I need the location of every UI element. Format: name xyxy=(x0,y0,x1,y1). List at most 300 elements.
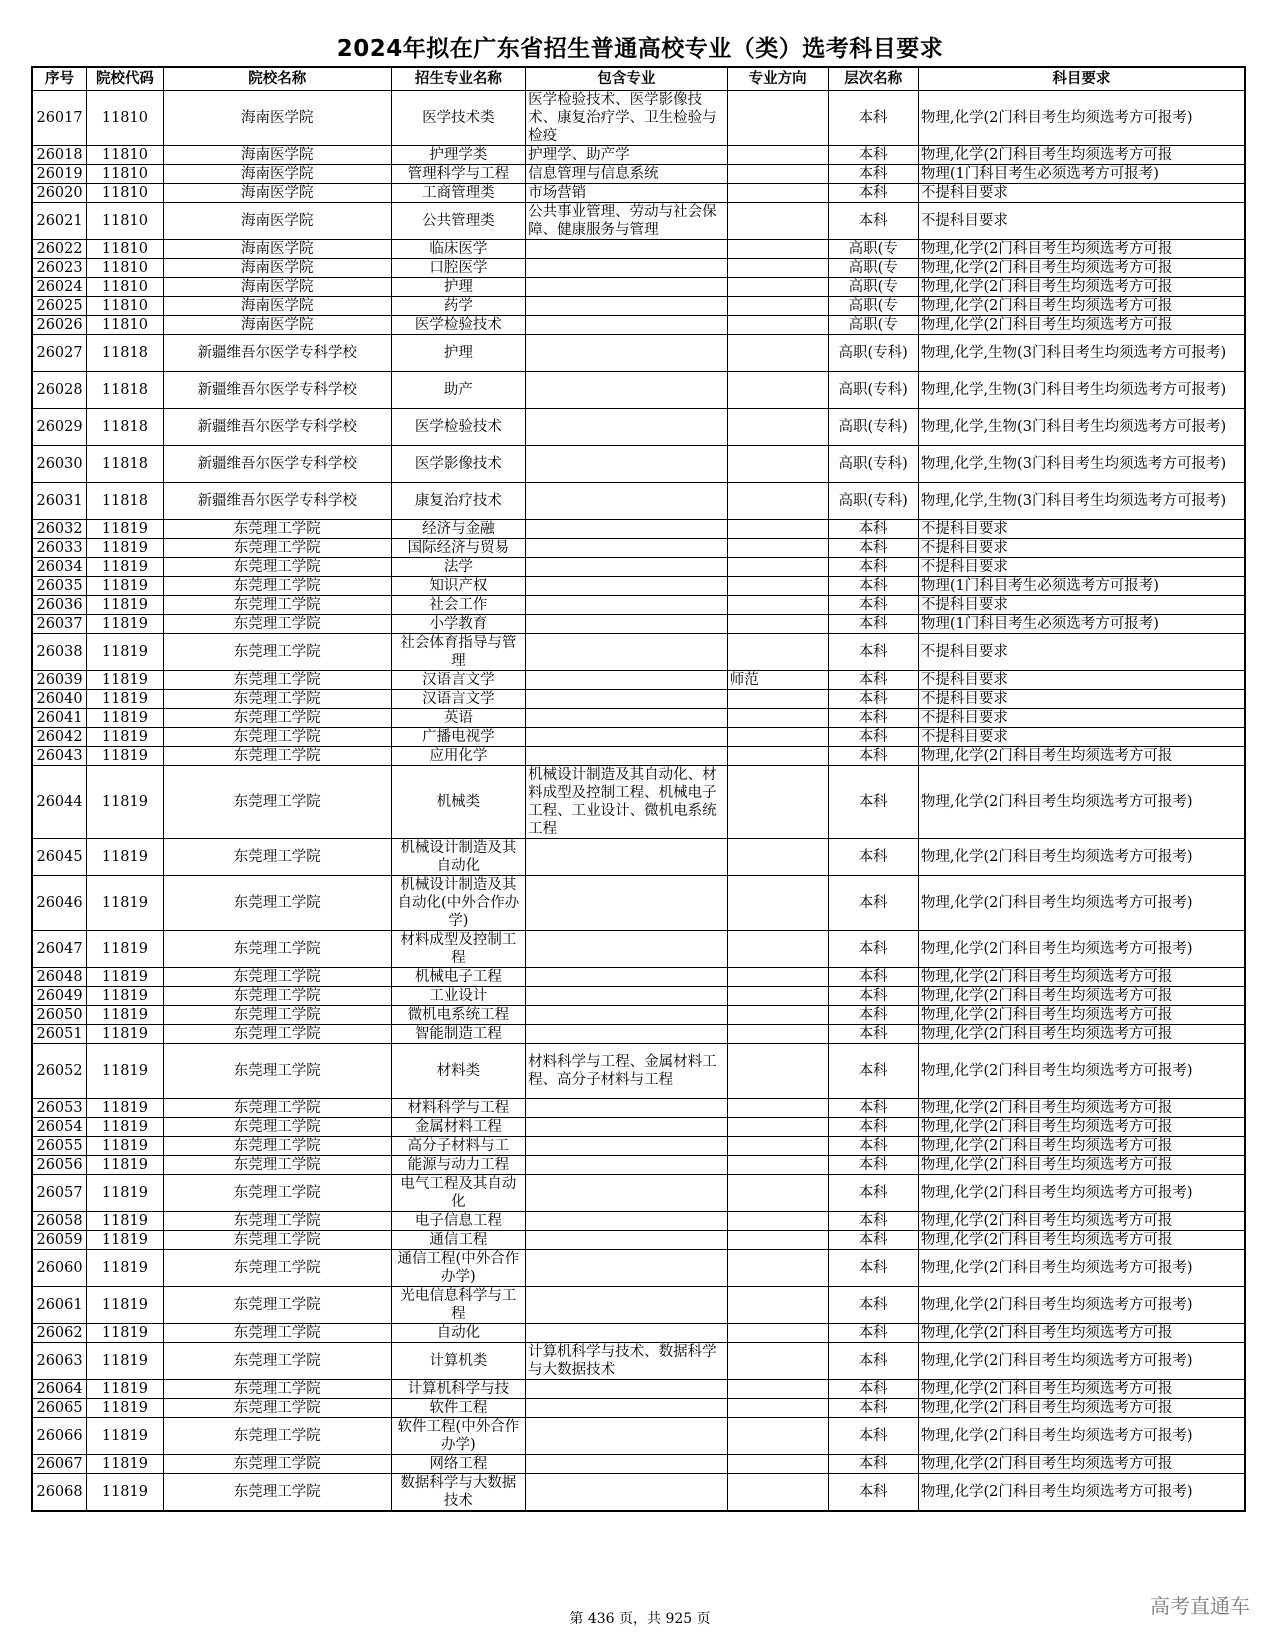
cell-included-majors xyxy=(526,446,728,483)
cell-seq: 26041 xyxy=(32,709,87,728)
table-row xyxy=(32,483,1245,520)
cell-school-code: 11819 xyxy=(87,1099,164,1118)
cell-school-code: 11819 xyxy=(87,876,164,931)
table-row xyxy=(32,1212,1245,1231)
cell-school-code: 11810 xyxy=(87,278,164,297)
cell-school-name: 东莞理工学院 xyxy=(163,1118,391,1137)
cell-direction xyxy=(727,987,828,1006)
cell-direction xyxy=(727,1137,828,1156)
cell-requirement: 物理,化学(2门科目考生均须选考方可报 xyxy=(918,968,1245,987)
table-row xyxy=(32,558,1245,577)
cell-major: 自动化 xyxy=(391,1324,525,1343)
cell-included-majors xyxy=(526,987,728,1006)
cell-school-name: 东莞理工学院 xyxy=(163,728,391,747)
cell-level: 高职(专科) xyxy=(828,483,918,520)
cell-school-code: 11819 xyxy=(87,1324,164,1343)
table-row xyxy=(32,1418,1245,1455)
cell-school-name: 海南医学院 xyxy=(163,240,391,259)
cell-major: 能源与动力工程 xyxy=(391,1156,525,1175)
cell-school-name: 东莞理工学院 xyxy=(163,1025,391,1044)
cell-requirement: 物理,化学(2门科目考生均须选考方可报 xyxy=(918,1006,1245,1025)
cell-requirement: 物理,化学(2门科目考生均须选考方可报 xyxy=(918,1399,1245,1418)
cell-school-code: 11810 xyxy=(87,203,164,240)
cell-seq: 26043 xyxy=(32,747,87,766)
cell-level: 本科 xyxy=(828,968,918,987)
cell-included-majors xyxy=(526,539,728,558)
cell-direction xyxy=(727,766,828,839)
cell-direction xyxy=(727,278,828,297)
cell-level: 高职(专科) xyxy=(828,335,918,372)
cell-requirement: 物理,化学,生物(3门科目考生均须选考方可报考) xyxy=(918,372,1245,409)
cell-school-name: 东莞理工学院 xyxy=(163,1137,391,1156)
cell-requirement: 物理,化学,生物(3门科目考生均须选考方可报考) xyxy=(918,483,1245,520)
cell-major: 小学教育 xyxy=(391,615,525,634)
cell-included-majors xyxy=(526,372,728,409)
cell-seq: 26019 xyxy=(32,165,87,184)
cell-school-name: 新疆维吾尔医学专科学校 xyxy=(163,335,391,372)
cell-level: 本科 xyxy=(828,165,918,184)
cell-level: 本科 xyxy=(828,520,918,539)
cell-school-code: 11819 xyxy=(87,1006,164,1025)
cell-direction xyxy=(727,634,828,671)
cell-level: 本科 xyxy=(828,1212,918,1231)
cell-school-code: 11819 xyxy=(87,1474,164,1512)
cell-direction xyxy=(727,1231,828,1250)
cell-major: 医学影像技术 xyxy=(391,446,525,483)
cell-major: 医学检验技术 xyxy=(391,409,525,446)
cell-school-code: 11819 xyxy=(87,931,164,968)
cell-included-majors xyxy=(526,1250,728,1287)
cell-school-code: 11810 xyxy=(87,91,164,146)
cell-school-code: 11819 xyxy=(87,987,164,1006)
cell-included-majors xyxy=(526,1455,728,1474)
cell-level: 本科 xyxy=(828,1343,918,1380)
cell-major: 公共管理类 xyxy=(391,203,525,240)
cell-seq: 26018 xyxy=(32,146,87,165)
table-row xyxy=(32,596,1245,615)
cell-seq: 26025 xyxy=(32,297,87,316)
cell-seq: 26026 xyxy=(32,316,87,335)
cell-level: 本科 xyxy=(828,91,918,146)
cell-school-name: 东莞理工学院 xyxy=(163,577,391,596)
cell-level: 本科 xyxy=(828,203,918,240)
cell-school-name: 新疆维吾尔医学专科学校 xyxy=(163,409,391,446)
cell-direction xyxy=(727,446,828,483)
cell-seq: 26049 xyxy=(32,987,87,1006)
cell-major: 经济与金融 xyxy=(391,520,525,539)
cell-level: 本科 xyxy=(828,1044,918,1099)
cell-level: 本科 xyxy=(828,1006,918,1025)
table-row xyxy=(32,968,1245,987)
col-header-requirement: 科目要求 xyxy=(918,67,1245,91)
table-row xyxy=(32,1231,1245,1250)
cell-seq: 26029 xyxy=(32,409,87,446)
table-row xyxy=(32,1380,1245,1399)
table-row xyxy=(32,1006,1245,1025)
cell-major: 国际经济与贸易 xyxy=(391,539,525,558)
cell-level: 高职(专科) xyxy=(828,446,918,483)
cell-major: 临床医学 xyxy=(391,240,525,259)
cell-level: 本科 xyxy=(828,1455,918,1474)
cell-school-name: 东莞理工学院 xyxy=(163,1006,391,1025)
cell-direction xyxy=(727,1399,828,1418)
cell-direction xyxy=(727,709,828,728)
cell-seq: 26056 xyxy=(32,1156,87,1175)
cell-major: 汉语言文学 xyxy=(391,671,525,690)
brand-watermark: 高考直通车 xyxy=(1150,1594,1250,1618)
cell-requirement: 不提科目要求 xyxy=(918,558,1245,577)
cell-seq: 26047 xyxy=(32,931,87,968)
table-row xyxy=(32,615,1245,634)
cell-school-name: 东莞理工学院 xyxy=(163,1418,391,1455)
cell-requirement: 不提科目要求 xyxy=(918,728,1245,747)
table-row xyxy=(32,1343,1245,1380)
cell-seq: 26035 xyxy=(32,577,87,596)
cell-included-majors xyxy=(526,1287,728,1324)
cell-seq: 26068 xyxy=(32,1474,87,1512)
cell-seq: 26032 xyxy=(32,520,87,539)
cell-school-name: 东莞理工学院 xyxy=(163,615,391,634)
cell-included-majors xyxy=(526,839,728,876)
cell-included-majors xyxy=(526,671,728,690)
cell-level: 高职(专 xyxy=(828,259,918,278)
cell-school-code: 11819 xyxy=(87,1118,164,1137)
cell-direction xyxy=(727,1175,828,1212)
cell-school-name: 东莞理工学院 xyxy=(163,1175,391,1212)
cell-school-code: 11819 xyxy=(87,539,164,558)
table-row xyxy=(32,839,1245,876)
cell-seq: 26033 xyxy=(32,539,87,558)
cell-requirement: 物理(1门科目考生必须选考方可报考) xyxy=(918,577,1245,596)
cell-school-code: 11818 xyxy=(87,409,164,446)
cell-seq: 26038 xyxy=(32,634,87,671)
table-header-row xyxy=(32,67,1245,91)
cell-requirement: 物理,化学(2门科目考生均须选考方可报考) xyxy=(918,1175,1245,1212)
cell-requirement: 物理,化学,生物(3门科目考生均须选考方可报考) xyxy=(918,446,1245,483)
cell-included-majors xyxy=(526,520,728,539)
cell-major: 通信工程(中外合作办学) xyxy=(391,1250,525,1287)
cell-seq: 26040 xyxy=(32,690,87,709)
cell-school-code: 11819 xyxy=(87,1212,164,1231)
cell-requirement: 物理,化学(2门科目考生均须选考方可报 xyxy=(918,1137,1245,1156)
cell-requirement: 不提科目要求 xyxy=(918,690,1245,709)
cell-direction xyxy=(727,596,828,615)
cell-level: 高职(专 xyxy=(828,278,918,297)
cell-major: 通信工程 xyxy=(391,1231,525,1250)
cell-major: 英语 xyxy=(391,709,525,728)
cell-direction xyxy=(727,1099,828,1118)
cell-direction xyxy=(727,577,828,596)
table-body xyxy=(32,91,1245,1512)
cell-requirement: 物理,化学(2门科目考生均须选考方可报 xyxy=(918,1099,1245,1118)
cell-school-code: 11819 xyxy=(87,1380,164,1399)
cell-requirement: 不提科目要求 xyxy=(918,184,1245,203)
cell-requirement: 物理,化学(2门科目考生均须选考方可报 xyxy=(918,747,1245,766)
cell-seq: 26058 xyxy=(32,1212,87,1231)
table-row xyxy=(32,931,1245,968)
cell-school-code: 11819 xyxy=(87,1250,164,1287)
table-row xyxy=(32,876,1245,931)
cell-major: 软件工程 xyxy=(391,1399,525,1418)
cell-direction xyxy=(727,690,828,709)
table-row xyxy=(32,316,1245,335)
cell-seq: 26065 xyxy=(32,1399,87,1418)
cell-direction xyxy=(727,968,828,987)
cell-included-majors: 护理学、助产学 xyxy=(526,146,728,165)
cell-major: 计算机科学与技 xyxy=(391,1380,525,1399)
cell-school-name: 海南医学院 xyxy=(163,184,391,203)
cell-direction xyxy=(727,409,828,446)
cell-direction xyxy=(727,1324,828,1343)
cell-included-majors xyxy=(526,690,728,709)
cell-school-code: 11819 xyxy=(87,709,164,728)
cell-included-majors xyxy=(526,596,728,615)
cell-direction xyxy=(727,615,828,634)
cell-level: 本科 xyxy=(828,1025,918,1044)
cell-requirement: 不提科目要求 xyxy=(918,539,1245,558)
cell-school-code: 11819 xyxy=(87,671,164,690)
col-header-seq: 序号 xyxy=(32,67,87,91)
cell-direction xyxy=(727,1044,828,1099)
cell-requirement: 不提科目要求 xyxy=(918,709,1245,728)
cell-level: 本科 xyxy=(828,1399,918,1418)
cell-school-name: 东莞理工学院 xyxy=(163,839,391,876)
cell-direction xyxy=(727,91,828,146)
cell-school-name: 新疆维吾尔医学专科学校 xyxy=(163,446,391,483)
cell-school-name: 东莞理工学院 xyxy=(163,596,391,615)
table-row xyxy=(32,297,1245,316)
cell-school-code: 11819 xyxy=(87,728,164,747)
cell-direction xyxy=(727,203,828,240)
cell-school-code: 11819 xyxy=(87,1399,164,1418)
cell-level: 本科 xyxy=(828,558,918,577)
table-row xyxy=(32,165,1245,184)
cell-direction xyxy=(727,1118,828,1137)
cell-level: 本科 xyxy=(828,577,918,596)
cell-included-majors xyxy=(526,335,728,372)
cell-included-majors xyxy=(526,1212,728,1231)
cell-direction xyxy=(727,1380,828,1399)
cell-seq: 26017 xyxy=(32,91,87,146)
cell-included-majors xyxy=(526,409,728,446)
cell-school-name: 海南医学院 xyxy=(163,146,391,165)
cell-direction xyxy=(727,184,828,203)
cell-major: 机械设计制造及其自动化 xyxy=(391,839,525,876)
cell-major: 材料类 xyxy=(391,1044,525,1099)
cell-requirement: 物理,化学(2门科目考生均须选考方可报 xyxy=(918,1118,1245,1137)
cell-seq: 26024 xyxy=(32,278,87,297)
cell-school-name: 东莞理工学院 xyxy=(163,709,391,728)
cell-requirement: 物理,化学(2门科目考生均须选考方可报 xyxy=(918,316,1245,335)
cell-school-name: 东莞理工学院 xyxy=(163,539,391,558)
table-row xyxy=(32,1175,1245,1212)
cell-major: 材料成型及控制工程 xyxy=(391,931,525,968)
col-header-major: 招生专业名称 xyxy=(391,67,525,91)
cell-direction xyxy=(727,1418,828,1455)
table-row xyxy=(32,259,1245,278)
cell-major: 药学 xyxy=(391,297,525,316)
cell-direction xyxy=(727,728,828,747)
cell-level: 本科 xyxy=(828,1175,918,1212)
cell-seq: 26046 xyxy=(32,876,87,931)
cell-included-majors xyxy=(526,1324,728,1343)
cell-major: 医学检验技术 xyxy=(391,316,525,335)
cell-school-name: 东莞理工学院 xyxy=(163,931,391,968)
cell-school-code: 11810 xyxy=(87,316,164,335)
table-row xyxy=(32,91,1245,146)
cell-seq: 26044 xyxy=(32,766,87,839)
cell-seq: 26039 xyxy=(32,671,87,690)
cell-level: 本科 xyxy=(828,931,918,968)
cell-level: 本科 xyxy=(828,690,918,709)
cell-school-name: 东莞理工学院 xyxy=(163,1455,391,1474)
cell-included-majors xyxy=(526,709,728,728)
cell-requirement: 物理,化学(2门科目考生均须选考方可报 xyxy=(918,297,1245,316)
cell-major: 康复治疗技术 xyxy=(391,483,525,520)
cell-major: 材料科学与工程 xyxy=(391,1099,525,1118)
cell-included-majors xyxy=(526,1099,728,1118)
cell-direction xyxy=(727,839,828,876)
cell-direction xyxy=(727,1006,828,1025)
cell-requirement: 物理,化学(2门科目考生均须选考方可报考) xyxy=(918,766,1245,839)
table-row xyxy=(32,766,1245,839)
cell-school-code: 11819 xyxy=(87,615,164,634)
cell-seq: 26061 xyxy=(32,1287,87,1324)
cell-seq: 26067 xyxy=(32,1455,87,1474)
table-row xyxy=(32,709,1245,728)
cell-requirement: 物理(1门科目考生必须选考方可报考) xyxy=(918,615,1245,634)
cell-major: 知识产权 xyxy=(391,577,525,596)
cell-school-code: 11819 xyxy=(87,577,164,596)
cell-major: 机械设计制造及其自动化(中外合作办学) xyxy=(391,876,525,931)
cell-school-code: 11819 xyxy=(87,1137,164,1156)
cell-requirement: 物理,化学(2门科目考生均须选考方可报 xyxy=(918,1156,1245,1175)
cell-level: 本科 xyxy=(828,634,918,671)
cell-major: 软件工程(中外合作办学) xyxy=(391,1418,525,1455)
cell-school-name: 东莞理工学院 xyxy=(163,1380,391,1399)
cell-direction xyxy=(727,1343,828,1380)
cell-level: 本科 xyxy=(828,1137,918,1156)
cell-seq: 26055 xyxy=(32,1137,87,1156)
cell-school-code: 11810 xyxy=(87,165,164,184)
cell-school-name: 东莞理工学院 xyxy=(163,1099,391,1118)
cell-major: 工业设计 xyxy=(391,987,525,1006)
cell-major: 微机电系统工程 xyxy=(391,1006,525,1025)
cell-school-name: 海南医学院 xyxy=(163,165,391,184)
cell-included-majors xyxy=(526,968,728,987)
cell-level: 高职(专科) xyxy=(828,409,918,446)
cell-included-majors xyxy=(526,278,728,297)
cell-seq: 26036 xyxy=(32,596,87,615)
cell-seq: 26054 xyxy=(32,1118,87,1137)
page-title: 2024年拟在广东省招生普通高校专业（类）选考科目要求 xyxy=(336,36,944,62)
cell-level: 本科 xyxy=(828,539,918,558)
cell-school-name: 东莞理工学院 xyxy=(163,690,391,709)
cell-direction xyxy=(727,1250,828,1287)
cell-requirement: 物理,化学(2门科目考生均须选考方可报考) xyxy=(918,839,1245,876)
table-row xyxy=(32,747,1245,766)
cell-level: 高职(专 xyxy=(828,240,918,259)
cell-direction xyxy=(727,1474,828,1512)
cell-direction xyxy=(727,1025,828,1044)
cell-seq: 26059 xyxy=(32,1231,87,1250)
cell-level: 本科 xyxy=(828,671,918,690)
cell-direction xyxy=(727,931,828,968)
cell-major: 高分子材料与工 xyxy=(391,1137,525,1156)
cell-major: 电子信息工程 xyxy=(391,1212,525,1231)
cell-requirement: 物理,化学(2门科目考生均须选考方可报考) xyxy=(918,1418,1245,1455)
cell-included-majors xyxy=(526,483,728,520)
cell-seq: 26050 xyxy=(32,1006,87,1025)
cell-school-name: 东莞理工学院 xyxy=(163,558,391,577)
cell-included-majors xyxy=(526,747,728,766)
table-row xyxy=(32,1044,1245,1099)
cell-level: 本科 xyxy=(828,1250,918,1287)
cell-school-code: 11819 xyxy=(87,1343,164,1380)
cell-major: 应用化学 xyxy=(391,747,525,766)
cell-requirement: 物理,化学(2门科目考生均须选考方可报考) xyxy=(918,1044,1245,1099)
cell-included-majors xyxy=(526,1175,728,1212)
cell-requirement: 物理,化学(2门科目考生均须选考方可报考) xyxy=(918,91,1245,146)
cell-school-name: 海南医学院 xyxy=(163,203,391,240)
cell-included-majors xyxy=(526,1231,728,1250)
table-row xyxy=(32,671,1245,690)
cell-school-code: 11819 xyxy=(87,1175,164,1212)
table-row xyxy=(32,1137,1245,1156)
cell-school-code: 11819 xyxy=(87,1418,164,1455)
cell-included-majors xyxy=(526,297,728,316)
cell-seq: 26066 xyxy=(32,1418,87,1455)
cell-seq: 26063 xyxy=(32,1343,87,1380)
subject-requirements-table xyxy=(31,66,1246,1512)
table-row xyxy=(32,520,1245,539)
table-row xyxy=(32,577,1245,596)
cell-school-name: 海南医学院 xyxy=(163,259,391,278)
cell-level: 本科 xyxy=(828,728,918,747)
cell-direction xyxy=(727,316,828,335)
cell-requirement: 物理,化学(2门科目考生均须选考方可报 xyxy=(918,987,1245,1006)
cell-included-majors: 信息管理与信息系统 xyxy=(526,165,728,184)
cell-requirement: 物理,化学(2门科目考生均须选考方可报考) xyxy=(918,1474,1245,1512)
cell-requirement: 物理,化学(2门科目考生均须选考方可报 xyxy=(918,259,1245,278)
cell-level: 本科 xyxy=(828,1324,918,1343)
cell-seq: 26030 xyxy=(32,446,87,483)
table-row xyxy=(32,1455,1245,1474)
cell-requirement: 物理,化学(2门科目考生均须选考方可报考) xyxy=(918,1343,1245,1380)
table-row xyxy=(32,203,1245,240)
cell-seq: 26021 xyxy=(32,203,87,240)
cell-seq: 26023 xyxy=(32,259,87,278)
cell-included-majors xyxy=(526,931,728,968)
table-row xyxy=(32,1250,1245,1287)
cell-requirement: 不提科目要求 xyxy=(918,520,1245,539)
cell-school-code: 11819 xyxy=(87,1287,164,1324)
cell-school-code: 11819 xyxy=(87,1231,164,1250)
cell-school-name: 新疆维吾尔医学专科学校 xyxy=(163,372,391,409)
table-row xyxy=(32,728,1245,747)
cell-school-name: 东莞理工学院 xyxy=(163,987,391,1006)
cell-major: 护理 xyxy=(391,335,525,372)
cell-school-name: 东莞理工学院 xyxy=(163,634,391,671)
cell-school-code: 11819 xyxy=(87,968,164,987)
cell-school-code: 11819 xyxy=(87,766,164,839)
cell-school-name: 海南医学院 xyxy=(163,278,391,297)
cell-level: 高职(专 xyxy=(828,316,918,335)
cell-school-code: 11819 xyxy=(87,634,164,671)
cell-school-code: 11819 xyxy=(87,747,164,766)
cell-level: 本科 xyxy=(828,1418,918,1455)
cell-school-name: 东莞理工学院 xyxy=(163,671,391,690)
